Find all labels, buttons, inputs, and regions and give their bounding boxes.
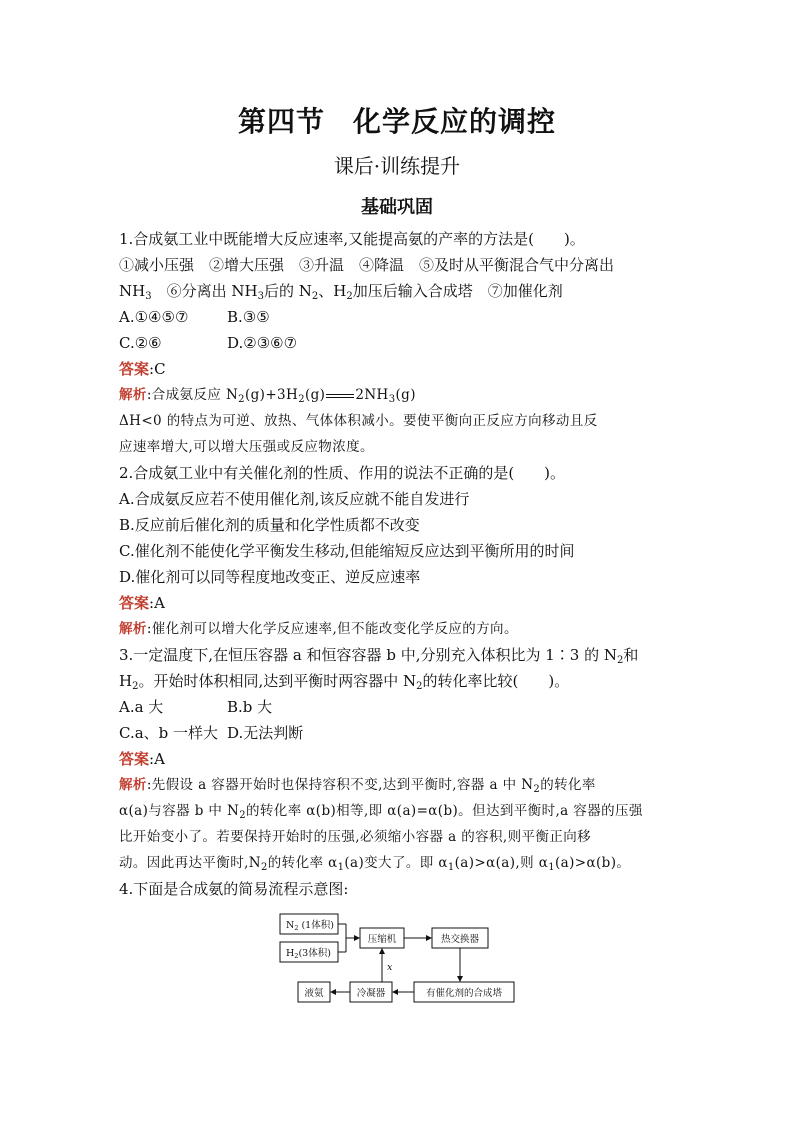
- q1-option-b: B.③⑤: [227, 308, 270, 326]
- q3-option-d: D.无法判断: [227, 724, 304, 742]
- q3-option-c: C.a、b 一样大: [119, 724, 219, 742]
- flow-diagram-svg: [278, 912, 518, 1008]
- q2-option-a: A.合成氨反应若不使用催化剂,该反应就不能自发进行: [119, 490, 470, 508]
- section-heading: 基础巩固: [361, 197, 433, 218]
- q2-option-c: C.催化剂不能使化学平衡发生移动,但能缩短反应达到平衡所用的时间: [119, 542, 575, 560]
- q3-explanation-line4: 动。因此再达平衡时$,N_2$的转化率 $\alpha_1(a)$变大了。即 $\alpha_1(a)>\alpha(a)$,则 $\alpha_1(a)>\alpha(b)$。: [119, 855, 631, 873]
- q3-options-ab: [119, 694, 679, 720]
- q1-option-c: C.②⑥: [119, 334, 162, 352]
- synthesis-tower-label: 有催化剂的合成塔: [425, 988, 503, 999]
- ammonia-synthesis-flow-diagram: [278, 912, 518, 1008]
- q2-stem: 2.合成氨工业中有关催化剂的性质、作用的说法不正确的是( )。: [119, 464, 566, 482]
- q1-option-d: D.②③⑥⑦: [227, 334, 298, 352]
- q3-stem-line1: 3.一定温度下,在恒压容器 a 和恒容容器 b 中,分别充入体积比为 1∶3 的 $N_2$和: [119, 646, 639, 666]
- h2-feed-label: $H_2(3$体积): [286, 948, 331, 960]
- q4-stem: 4.下面是合成氨的简易流程示意图:: [119, 880, 349, 898]
- q1-options-cd: [119, 330, 679, 356]
- q1-choices-line1: ①减小压强 ②增大压强 ③升温 ④降温 ⑤及时从平衡混合气中分离出: [119, 256, 615, 274]
- recycle-stream-label: x: [387, 962, 393, 973]
- q1-stem: 1.合成氨工业中既能增大反应速率,又能提高氨的产率的方法是( )。: [119, 230, 585, 248]
- q1-choices-line2: $NH_3$ ⑥分离出 $NH_3$后的 $N_2$、$H_2$加压后输入合成塔 ⑦加催化剂: [119, 282, 563, 302]
- q3-explanation-line2: α(a)与容器 b 中 $N_2$的转化率 α(b)相等,即 α(a)=α(b)。但达到平衡时,a 容器的压强: [119, 803, 643, 821]
- title-text: 化学反应的调控: [353, 105, 557, 138]
- q2-explanation: 解析:催化剂可以增大化学反应速率,但不能改变化学反应的方向。: [119, 621, 518, 637]
- condenser-label: 冷凝器: [356, 988, 386, 999]
- q3-answer: 答案:A: [119, 750, 165, 768]
- heat-exchanger-label: 热交换器: [440, 934, 480, 945]
- q3-stem-line2: $H_2$。开始时体积相同,达到平衡时两容器中 $N_2$的转化率比较( )。: [119, 672, 570, 692]
- q3-option-a: A.a 大: [119, 698, 164, 716]
- q3-explanation-line1: 解析:先假设 a 容器开始时也保持容积不变,达到平衡时,容器 a 中 $N_2$的转化率: [119, 777, 596, 795]
- q2-option-b: B.反应前后催化剂的质量和化学性质都不改变: [119, 516, 420, 534]
- q3-options-cd: [119, 720, 679, 746]
- q1-explanation-line1: 解析:合成氨反应 $N_2(g)+3H_2(g)$ $2NH_3(g)$: [119, 387, 416, 405]
- page-subtitle: 课后·训练提升: [333, 154, 461, 178]
- q1-option-a: A.①④⑤⑦: [119, 308, 189, 326]
- liquid-ammonia-label: 液氨: [304, 988, 324, 999]
- q3-explanation-line3: 比开始变小了。若要保持开始时的压强,必须缩小容器 a 的容积,则平衡正向移: [119, 829, 592, 845]
- title-section-number: 第四节: [237, 105, 325, 138]
- content-body: [119, 226, 679, 902]
- n2-feed-label: $N_2$ (1体积): [286, 920, 334, 932]
- q1-explanation-line3: 应速率增大,可以增大压强或反应物浓度。: [119, 439, 374, 455]
- page-title: [0, 100, 794, 140]
- q1-options-ab: [119, 304, 679, 330]
- q1-answer: 答案:C: [119, 360, 166, 378]
- q1-explanation-line2: ΔH<0 的特点为可逆、放热、气体体积减小。要使平衡向正反应方向移动且反: [119, 413, 598, 429]
- q2-option-d: D.催化剂可以同等程度地改变正、逆反应速率: [119, 568, 421, 586]
- compressor-label: 压缩机: [367, 934, 397, 945]
- q2-answer: 答案:A: [119, 594, 165, 612]
- q3-option-b: B.b 大: [227, 698, 273, 716]
- equilibrium-arrow-icon: [325, 391, 355, 401]
